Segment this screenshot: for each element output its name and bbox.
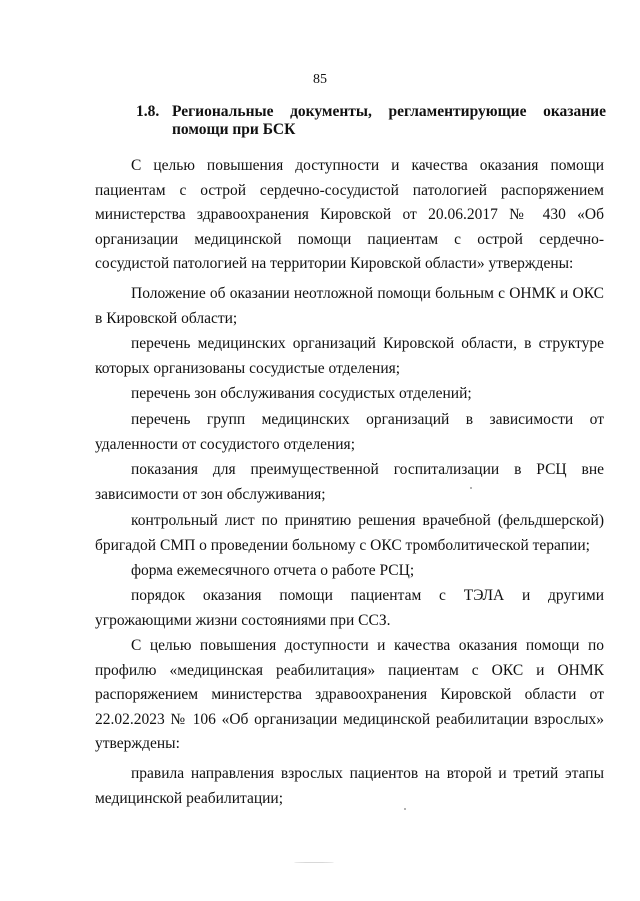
scan-speck [470, 487, 472, 489]
paragraph-item: перечень групп медицинских организаций в зависимости от удаленности от сосудистого отделения; [95, 411, 604, 453]
paragraph-item: порядок оказания помощи пациентам с ТЭЛА и другими угрожающими жизни состояниями при ССЗ. [95, 587, 604, 629]
page-number: 85 [313, 72, 327, 87]
paragraph-intro: С целью повышения доступности и качества оказания помощи пациентам с острой сердечно-сосудистой патологией распоряжением министерства здравоохранения Кировской от 20.06.2017 № 430 «Об организации медицинской помощи пациентам с острой сердечно-сосудистой патологией на территории Кировской области» утверждены: [95, 157, 604, 273]
scan-speck [294, 862, 334, 863]
section-number: 1.8. [136, 103, 160, 120]
section-heading [136, 103, 606, 139]
paragraph-item: Положение об оказании неотложной помощи больным с ОНМК и ОКС в Кировской области; [95, 285, 604, 327]
paragraph-item: показания для преимущественной госпитализации в РСЦ вне зависимости от зон обслуживания; [95, 461, 604, 503]
section-title: Региональные документы, регламентирующие оказание помощи при БСК [172, 103, 606, 138]
paragraph-item: перечень зон обслуживания сосудистых отделений; [131, 385, 472, 402]
paragraph-item: правила направления взрослых пациентов на второй и третий этапы медицинской реабилитации; [95, 765, 604, 807]
paragraph-item: перечень медицинских организаций Кировской области, в структуре которых организованы сосудистые отделения; [95, 335, 604, 377]
paragraph-item: контрольный лист по принятию решения врачебной (фельдшерской) бригадой СМП о проведении больному с ОКС тромболитической терапии; [95, 512, 604, 554]
paragraph-item: форма ежемесячного отчета о работе РСЦ; [131, 562, 415, 579]
scan-speck [404, 808, 406, 810]
paragraph-rehab-intro: С целью повышения доступности и качества оказания помощи по профилю «медицинская реабилитация» пациентам с ОКС и ОНМК распоряжением министерства здравоохранения Кировской области от 22.02.2023 № 106 «Об организации медицинской реабилитации взрослых» утверждены: [95, 637, 604, 753]
